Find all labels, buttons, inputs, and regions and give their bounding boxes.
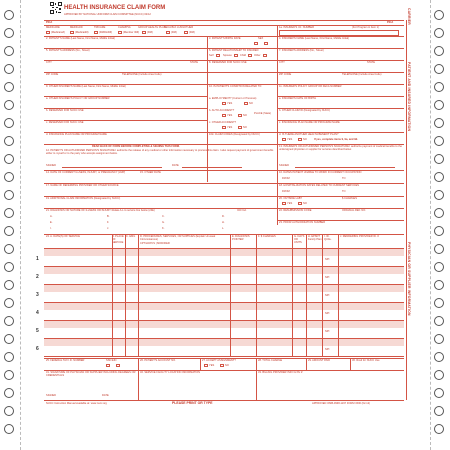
- line-number-4: 4: [36, 310, 39, 316]
- header-d-sub: CPT/HCPCS | MODIFIER: [140, 242, 170, 245]
- insured-state-label: STATE: [367, 61, 375, 64]
- divider: [44, 20, 404, 21]
- header-f: F. $ CHARGES: [258, 235, 276, 238]
- medicaid-checkbox[interactable]: [70, 31, 74, 34]
- insurance-type-tricare: TRICARE: [94, 26, 106, 29]
- footer-right: APPROVED OMB-0938-1197 FORM 1500 (02-12): [312, 402, 371, 405]
- box-8-label: 8. RESERVED FOR NUCC USE: [209, 61, 247, 64]
- box-7-label: 7. INSURED'S ADDRESS (No., Street): [279, 49, 324, 52]
- row-divider: [44, 320, 404, 321]
- outside-lab-no-label: NO: [303, 202, 307, 205]
- feed-hole: [434, 226, 444, 236]
- service-line-shade: [44, 339, 404, 346]
- col-line: [306, 358, 307, 370]
- col-line: [292, 234, 293, 356]
- box-6-label: 6. PATIENT RELATIONSHIP TO INSURED: [209, 49, 259, 52]
- box-15-label: 15. OTHER DATE: [140, 171, 161, 174]
- line-number-2: 2: [36, 274, 39, 280]
- feed-hole: [4, 172, 14, 182]
- col-line: [230, 234, 231, 356]
- box-16-to: TO: [342, 177, 346, 180]
- tricare-checkbox[interactable]: [94, 31, 98, 34]
- feed-hole: [4, 28, 14, 38]
- left-tractor-strip: [0, 0, 20, 450]
- row-divider: [44, 266, 404, 267]
- insured-phone-label: TELEPHONE (Include Area Code): [342, 73, 382, 76]
- champva-checkbox[interactable]: [118, 31, 122, 34]
- feed-hole: [434, 352, 444, 362]
- employment-yes-checkbox[interactable]: [222, 102, 226, 105]
- feed-hole: [4, 46, 14, 56]
- patient-signature-line[interactable]: [62, 167, 162, 168]
- patient-date-label: DATE: [172, 164, 179, 167]
- group-subtype: (ID#): [147, 31, 153, 34]
- col-line: [138, 234, 139, 356]
- patient-sex-m-checkbox[interactable]: [254, 42, 258, 45]
- npi-label: NPI: [325, 258, 330, 261]
- feed-hole: [434, 172, 444, 182]
- header-b: B. PLACE OF SERVICE: [112, 235, 124, 244]
- col-line: [138, 370, 139, 400]
- footer-center: PLEASE PRINT OR TYPE: [172, 401, 213, 405]
- feed-hole: [4, 118, 14, 128]
- diagnosis-b: B.: [107, 215, 110, 218]
- service-line-shade: [44, 303, 404, 310]
- box-1a-note: (For Program in Item 1): [352, 26, 379, 29]
- read-back-notice: READ BACK OF FORM BEFORE COMPLETING & SIGNING THIS FORM.: [92, 145, 180, 148]
- feed-hole: [434, 406, 444, 416]
- accept-yes-label: YES: [209, 364, 215, 367]
- feed-hole: [4, 262, 14, 272]
- box-16-from: FROM: [282, 177, 290, 180]
- line-number-5: 5: [36, 328, 39, 334]
- box-13-label: 13. INSURED'S OR AUTHORIZED PERSON'S SIGNATURE I authorize payment of medical benefits to the undersigned physician or supplier for services described below.: [279, 145, 402, 151]
- header-24a: 24. A. DATE(S) OF SERVICE: [46, 235, 80, 238]
- feed-hole: [434, 100, 444, 110]
- npi-label: NPI: [325, 312, 330, 315]
- service-line-shade: [44, 321, 404, 328]
- ssn-checkbox[interactable]: [106, 364, 110, 367]
- medicaid-subtype: (Medicaid#): [75, 31, 89, 34]
- accept-yes-checkbox[interactable]: [204, 364, 208, 367]
- box-10b-place: PLACE (State): [254, 112, 272, 115]
- box-11d-label: d. IS THERE ANOTHER HEALTH BENEFIT PLAN?: [279, 133, 339, 136]
- patient-state-label: STATE: [190, 61, 198, 64]
- insurance-type-group: GROUP HEALTH PLAN: [138, 26, 166, 29]
- employment-no-label: NO: [249, 102, 253, 105]
- col-line: [125, 234, 126, 356]
- feed-hole: [434, 298, 444, 308]
- box-11-label: 11. INSURED'S POLICY GROUP OR FECA NUMBER: [279, 85, 342, 88]
- box-23-label: 23. PRIOR AUTHORIZATION NUMBER: [279, 221, 326, 224]
- outside-lab-no-checkbox[interactable]: [298, 202, 302, 205]
- col-line: [112, 234, 113, 356]
- insurance-type-other: OTHER: [184, 26, 194, 29]
- feed-hole: [434, 64, 444, 74]
- carrier-label: CARRIER: [407, 8, 411, 25]
- line-number-1: 1: [36, 256, 39, 262]
- header-h: H. EPSDT Family Plan: [308, 235, 322, 241]
- champva-subtype: (Member ID#): [123, 31, 139, 34]
- relationship-spouse: Spouse: [223, 54, 232, 57]
- header-i: I. ID. QUAL.: [324, 235, 332, 241]
- relationship-self: Self: [209, 54, 214, 57]
- header-d: D. PROCEDURES, SERVICES, OR SUPPLIES (Explain Unusual Circumstances): [140, 235, 216, 241]
- diagnosis-d: D.: [222, 215, 225, 218]
- diagnosis-i: I.: [50, 227, 52, 230]
- feed-hole: [434, 316, 444, 326]
- box-19-label: 19. ADDITIONAL CLAIM INFORMATION (Designated by NUCC): [46, 197, 121, 200]
- feed-hole: [4, 334, 14, 344]
- box-30-label: 30. Rsvd for NUCC Use: [352, 359, 380, 362]
- insurance-type-medicare: MEDICARE: [46, 26, 60, 29]
- feed-hole: [434, 424, 444, 434]
- service-line-shade: [44, 249, 404, 256]
- box-18-to: TO: [342, 190, 346, 193]
- claim-form: [22, 2, 424, 448]
- patient-phone-label: TELEPHONE (Include Area Code): [122, 73, 162, 76]
- feed-hole: [434, 118, 444, 128]
- right-tractor-strip: [430, 0, 450, 450]
- feed-hole: [434, 208, 444, 218]
- patient-info-side-label: PATIENT AND INSURED INFORMATION: [407, 62, 411, 132]
- auto-accident-no-label: NO: [243, 114, 247, 117]
- feed-hole: [4, 370, 14, 380]
- box-9-label: 9. OTHER INSURED'S NAME (Last Name, First Name, Middle Initial): [46, 85, 126, 88]
- feed-hole: [4, 136, 14, 146]
- service-line-shade: [44, 285, 404, 292]
- relationship-other: Other: [254, 54, 261, 57]
- feed-hole: [434, 46, 444, 56]
- other-subtype: (ID#): [189, 31, 195, 34]
- feed-hole: [434, 334, 444, 344]
- diagnosis-c: C.: [162, 215, 165, 218]
- box-20-charges: $ CHARGES: [342, 197, 357, 200]
- col-line: [338, 234, 339, 356]
- col-line: [138, 358, 139, 370]
- box-9d-label: d. INSURANCE PLAN NAME OR PROGRAM NAME: [46, 133, 107, 136]
- box-20-label: 20. OUTSIDE LAB?: [279, 197, 302, 200]
- feed-hole: [434, 244, 444, 254]
- box-33-label: 33. BILLING PROVIDER INFO & PH #: [258, 371, 303, 374]
- other-accident-no-label: NO: [243, 126, 247, 129]
- another-plan-yes-label: YES: [287, 138, 293, 141]
- feed-hole: [434, 280, 444, 290]
- column-divider: [207, 36, 208, 182]
- box-11c-label: c. INSURANCE PLAN NAME OR PROGRAM NAME: [279, 121, 340, 124]
- perforation-line: [430, 0, 431, 450]
- insured-city-label: CITY: [279, 61, 285, 64]
- ein-checkbox[interactable]: [116, 364, 120, 367]
- box-22-label: 22. RESUBMISSION CODE: [279, 209, 312, 212]
- relationship-other-checkbox[interactable]: [263, 54, 267, 57]
- insured-zip-label: ZIP CODE: [279, 73, 292, 76]
- box-25-label: 25. FEDERAL TAX I.D. NUMBER: [46, 359, 85, 362]
- box-11b-label: b. OTHER CLAIM ID (Designated by NUCC): [279, 109, 331, 112]
- feed-hole: [4, 352, 14, 362]
- header-c: C. EMG: [126, 235, 136, 238]
- col-line: [256, 370, 257, 400]
- physician-info-side-label: PHYSICIAN OR SUPPLIER INFORMATION: [407, 242, 411, 316]
- side-divider: [406, 20, 407, 400]
- box-11d-note: If yes, complete items 9, 9a, and 9d.: [314, 138, 358, 141]
- insurance-type-champva: CHAMPVA: [118, 26, 131, 29]
- icd-ind-label: ICD Ind.: [237, 209, 247, 212]
- feed-hole: [4, 388, 14, 398]
- patient-date-line[interactable]: [182, 167, 242, 168]
- tricare-subtype: (ID#/DoD#): [99, 31, 113, 34]
- row-divider: [44, 284, 404, 285]
- box-25-ssn: SSN EIN: [106, 359, 117, 362]
- feed-hole: [4, 280, 14, 290]
- feed-hole: [4, 244, 14, 254]
- patient-zip-label: ZIP CODE: [46, 73, 59, 76]
- npi-label: NPI: [325, 294, 330, 297]
- feca-checkbox[interactable]: [166, 31, 170, 34]
- approved-line: APPROVED BY NATIONAL UNIFORM CLAIM COMMITTEE (NUCC) 02/12: [64, 13, 151, 16]
- feed-hole: [4, 226, 14, 236]
- insurance-type-feca: FECA BLK LUNG: [164, 26, 185, 29]
- box-31-label: 31. SIGNATURE OF PHYSICIAN OR SUPPLIER INCLUDING DEGREES OR CREDENTIALS: [46, 371, 136, 377]
- line-number-6: 6: [36, 346, 39, 352]
- feed-hole: [4, 64, 14, 74]
- box-1a-label: 1a. INSURED'S I.D. NUMBER: [279, 26, 314, 29]
- diagnosis-e: E.: [50, 221, 53, 224]
- auto-accident-no-checkbox[interactable]: [238, 114, 242, 117]
- box-21-label: 21. DIAGNOSIS OR NATURE OF ILLNESS OR INJURY Relate A-L to service line below (24E): [46, 209, 155, 212]
- feed-hole: [4, 424, 14, 434]
- box-10c-label: c. OTHER ACCIDENT?: [209, 121, 237, 124]
- box-28-label: 28. TOTAL CHARGE: [258, 359, 283, 362]
- footer-left: NUCC Instruction Manual available at: www.nucc.org: [46, 402, 107, 405]
- accept-no-checkbox[interactable]: [220, 364, 224, 367]
- header-j: J. RENDERING PROVIDER ID. #: [340, 235, 379, 238]
- box-9a-label: a. OTHER INSURED'S POLICY OR GROUP NUMBER: [46, 97, 110, 100]
- header-g: G. DAYS OR UNITS: [294, 235, 305, 244]
- another-plan-yes-checkbox[interactable]: [282, 138, 286, 141]
- header-e: E. DIAGNOSIS POINTER: [232, 235, 250, 241]
- feed-hole: [434, 262, 444, 272]
- patient-sex-f-checkbox[interactable]: [264, 42, 268, 45]
- relationship-spouse-checkbox[interactable]: [234, 54, 238, 57]
- other-accident-no-checkbox[interactable]: [238, 126, 242, 129]
- outside-lab-yes-label: YES: [287, 202, 293, 205]
- col-line: [322, 234, 323, 356]
- box-3-label: 3. PATIENT'S BIRTH DATE: [209, 37, 241, 40]
- other-accident-yes-label: YES: [227, 126, 233, 129]
- diagnosis-l: L.: [222, 227, 225, 230]
- box-2-label: 2. PATIENT'S NAME (Last Name, First Name, Middle Initial): [46, 37, 115, 40]
- other-checkbox[interactable]: [184, 31, 188, 34]
- diagnosis-a: A.: [50, 215, 53, 218]
- relationship-child: Child: [240, 54, 246, 57]
- insurance-type-medicaid: MEDICAID: [70, 26, 83, 29]
- diagnosis-h: H.: [222, 221, 225, 224]
- relationship-self-checkbox[interactable]: [216, 54, 220, 57]
- box-18-label: 18. HOSPITALIZATION DATES RELATED TO CURRENT SERVICES: [279, 184, 360, 187]
- npi-label: NPI: [325, 330, 330, 333]
- box-9b-label: b. RESERVED FOR NUCC USE: [46, 109, 84, 112]
- diagnosis-f: F.: [107, 221, 110, 224]
- box-11a-label: a. INSURED'S DATE OF BIRTH: [279, 97, 317, 100]
- box-32-label: 32. SERVICE FACILITY LOCATION INFORMATION: [140, 371, 201, 374]
- employment-yes-label: YES: [227, 102, 233, 105]
- feed-hole: [434, 136, 444, 146]
- box-26-label: 26. PATIENT'S ACCOUNT NO.: [140, 359, 176, 362]
- qr-code-icon: [50, 2, 62, 14]
- feed-hole: [434, 82, 444, 92]
- medicare-subtype: (Medicare#): [51, 31, 65, 34]
- col-line: [256, 234, 257, 356]
- row-divider: [44, 302, 404, 303]
- form-title: HEALTH INSURANCE CLAIM FORM: [64, 5, 166, 11]
- feed-hole: [4, 298, 14, 308]
- box-5-label: 5. PATIENT'S ADDRESS (No., Street): [46, 49, 90, 52]
- box-9c-label: c. RESERVED FOR NUCC USE: [46, 121, 84, 124]
- auto-accident-yes-label: YES: [227, 114, 233, 117]
- feed-hole: [4, 82, 14, 92]
- diagnosis-g: G.: [162, 221, 165, 224]
- feca-subtype: (ID#): [171, 31, 177, 34]
- box-16-label: 16. DATES PATIENT UNABLE TO WORK IN CURRENT OCCUPATION: [279, 171, 362, 174]
- box-22-ref: ORIGINAL REF. NO.: [342, 209, 366, 212]
- insured-signature-line[interactable]: [295, 167, 395, 168]
- box-10-label: 10. IS PATIENT'S CONDITION RELATED TO:: [209, 85, 263, 88]
- feed-hole: [4, 208, 14, 218]
- feed-hole: [434, 370, 444, 380]
- physician-signed-label: SIGNED: [46, 394, 56, 397]
- diagnosis-j: J.: [107, 227, 110, 230]
- pica-right: PICA: [387, 21, 394, 24]
- box-3-sex: SEX: [258, 37, 264, 40]
- box-10d-label: 10d. CLAIM CODES (Designated by NUCC): [209, 133, 260, 136]
- line-number-3: 3: [36, 292, 39, 298]
- feed-hole: [434, 10, 444, 20]
- feed-hole: [434, 388, 444, 398]
- feed-hole: [434, 190, 444, 200]
- box-4-label: 4. INSURED'S NAME (Last Name, First Name, Middle Initial): [279, 37, 349, 40]
- feed-hole: [4, 100, 14, 110]
- diagnosis-k: K.: [162, 227, 165, 230]
- accept-no-label: NO: [225, 364, 229, 367]
- feed-hole: [434, 154, 444, 164]
- box-17-label: 17. NAME OF REFERRING PROVIDER OR OTHER SOURCE: [46, 184, 119, 187]
- other-accident-yes-checkbox[interactable]: [222, 126, 226, 129]
- auto-accident-yes-checkbox[interactable]: [222, 114, 226, 117]
- box-10b-label: b. AUTO ACCIDENT?: [209, 109, 235, 112]
- row-divider: [44, 356, 404, 357]
- pica-left: PICA: [46, 21, 53, 24]
- group-checkbox[interactable]: [142, 31, 146, 34]
- service-line-shade: [44, 267, 404, 274]
- npi-label: NPI: [325, 276, 330, 279]
- perforation-line: [20, 0, 21, 450]
- medicare-checkbox[interactable]: [46, 31, 50, 34]
- col-line: [350, 358, 351, 370]
- col-line: [200, 358, 201, 370]
- feed-hole: [4, 154, 14, 164]
- col-line: [256, 358, 257, 370]
- patient-signed-label: SIGNED: [46, 164, 56, 167]
- another-plan-no-label: NO: [303, 138, 307, 141]
- box-12-label: 12. PATIENT'S OR AUTHORIZED PERSON'S SIGNATURE I authorize the release of any medical or other information necessary to process this claim. I also request payment of government benefits either to myself or to the party who accepts assignment below.: [46, 149, 274, 155]
- feed-hole: [4, 406, 14, 416]
- box-27-label: 27. ACCEPT ASSIGNMENT?: [202, 359, 236, 362]
- another-plan-no-checkbox[interactable]: [298, 138, 302, 141]
- box-29-label: 29. AMOUNT PAID: [308, 359, 330, 362]
- physician-date-label: DATE: [102, 394, 109, 397]
- divider: [44, 400, 404, 401]
- feed-hole: [4, 10, 14, 20]
- box-10a-label: a. EMPLOYMENT? (Current or Previous): [209, 97, 257, 100]
- relationship-child-checkbox[interactable]: [248, 54, 252, 57]
- col-line: [306, 234, 307, 356]
- outside-lab-yes-checkbox[interactable]: [282, 202, 286, 205]
- insured-signed-label: SIGNED: [279, 164, 289, 167]
- feed-hole: [434, 28, 444, 38]
- npi-label: NPI: [325, 348, 330, 351]
- row-divider: [44, 338, 404, 339]
- feed-hole: [4, 316, 14, 326]
- employment-no-checkbox[interactable]: [244, 102, 248, 105]
- box-14-label: 14. DATE OF CURRENT ILLNESS, INJURY, or PREGNANCY (LMP): [46, 171, 126, 174]
- column-divider: [277, 25, 278, 225]
- feed-hole: [4, 190, 14, 200]
- box-18-from: FROM: [282, 190, 290, 193]
- patient-city-label: CITY: [46, 61, 52, 64]
